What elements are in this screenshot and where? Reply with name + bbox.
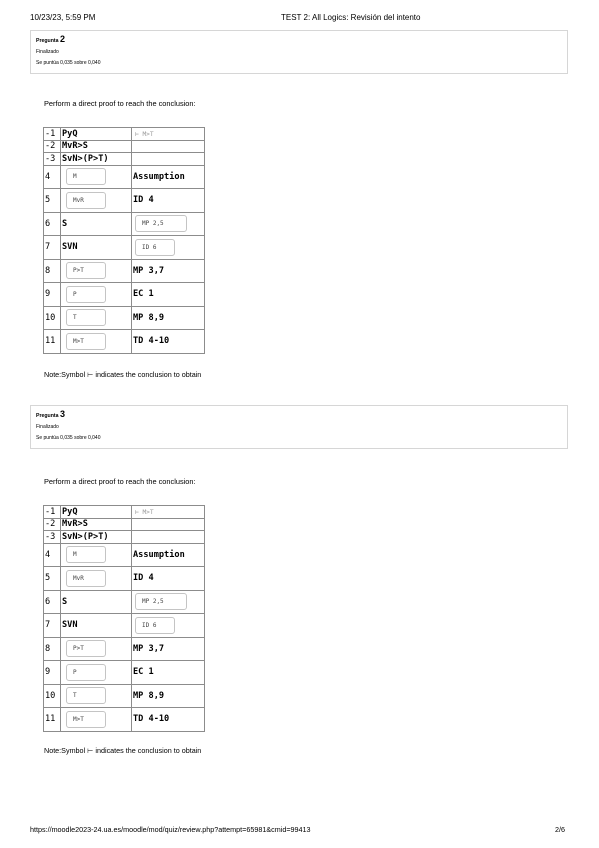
- justification-input[interactable]: ID 6: [135, 239, 175, 256]
- formula-cell: [61, 189, 132, 213]
- formula-input[interactable]: P>T: [66, 640, 106, 657]
- print-datetime: 10/23/23, 5:59 PM: [30, 13, 96, 22]
- formula-input[interactable]: P: [66, 664, 106, 681]
- line-number: 11: [44, 708, 61, 732]
- justification-text: Assumption: [133, 549, 185, 560]
- proof-row-premise: [44, 140, 205, 153]
- question-label: Pregunta 3: [36, 409, 65, 419]
- justification-cell: [132, 236, 205, 260]
- proof-row-step: [44, 661, 205, 685]
- question-grade: Se puntúa 0,035 sobre 0,040: [36, 60, 101, 66]
- justification-cell: [132, 140, 205, 153]
- justification-input[interactable]: MP 2,5: [135, 215, 187, 232]
- line-number: -1: [44, 128, 61, 141]
- formula-cell: [61, 708, 132, 732]
- question-number: 3: [59, 409, 65, 419]
- question-prompt: Perform a direct proof to reach the conclusion:: [44, 477, 196, 486]
- formula-cell: [61, 684, 132, 708]
- premise-formula: PyQ: [61, 506, 132, 519]
- justification-text: ID 4: [133, 573, 154, 584]
- justification-input[interactable]: ID 6: [135, 617, 175, 634]
- proof-row-step: [44, 283, 205, 307]
- line-number: -2: [44, 140, 61, 153]
- proof-row-step: [44, 306, 205, 330]
- justification-text: Assumption: [133, 171, 185, 182]
- justification-cell: [132, 684, 205, 708]
- line-number: 7: [44, 614, 61, 638]
- proof-row-premise: [44, 153, 205, 166]
- line-number: -3: [44, 153, 61, 166]
- formula-text: SVN: [62, 620, 78, 631]
- justification-text: TD 4-10: [133, 714, 170, 725]
- justification-cell: [132, 330, 205, 354]
- proof-row-step: [44, 259, 205, 283]
- line-number: 4: [44, 165, 61, 189]
- conclusion-target: ⊢ M>T: [135, 508, 154, 516]
- justification-text: ID 4: [133, 195, 154, 206]
- proof-row-premise: [44, 518, 205, 531]
- justification-cell: [132, 661, 205, 685]
- line-number: 10: [44, 306, 61, 330]
- justification-cell: [132, 306, 205, 330]
- proof-row-step: [44, 543, 205, 567]
- formula-cell: [61, 283, 132, 307]
- formula-text: SVN: [62, 242, 78, 253]
- justification-text: TD 4-10: [133, 336, 170, 347]
- line-number: -1: [44, 506, 61, 519]
- proof-row-step: [44, 236, 205, 260]
- proof-row-premise: [44, 506, 205, 519]
- premise-formula: MvR>S: [61, 518, 132, 531]
- justification-text: MP 8,9: [133, 312, 165, 323]
- proof-row-step: [44, 212, 205, 236]
- justification-cell: [132, 543, 205, 567]
- justification-cell: [132, 637, 205, 661]
- line-number: 8: [44, 637, 61, 661]
- proof-row-step: [44, 708, 205, 732]
- question-info-box: [30, 405, 568, 449]
- proof-row-step: [44, 590, 205, 614]
- justification-cell: [132, 212, 205, 236]
- justification-input[interactable]: MP 2,5: [135, 593, 187, 610]
- proof-row-step: [44, 330, 205, 354]
- justification-text: MP 3,7: [133, 643, 165, 654]
- formula-input[interactable]: MvR: [66, 570, 106, 587]
- conclusion-note: Note:Symbol ⊢ indicates the conclusion to obtain: [44, 746, 202, 755]
- premise-formula: MvR>S: [61, 140, 132, 153]
- formula-input[interactable]: M>T: [66, 711, 106, 728]
- formula-cell: [61, 590, 132, 614]
- justification-cell: [132, 531, 205, 544]
- justification-cell: [132, 259, 205, 283]
- justification-cell: [132, 283, 205, 307]
- line-number: 6: [44, 590, 61, 614]
- formula-cell: [61, 306, 132, 330]
- formula-cell: [61, 614, 132, 638]
- formula-input[interactable]: MvR: [66, 192, 106, 209]
- formula-cell: [61, 661, 132, 685]
- line-number: -3: [44, 531, 61, 544]
- justification-cell: [132, 128, 205, 141]
- formula-cell: [61, 567, 132, 591]
- premise-formula: SvN>(P>T): [61, 153, 132, 166]
- formula-input[interactable]: T: [66, 687, 106, 704]
- formula-text: S: [62, 218, 68, 229]
- print-footer: [30, 825, 569, 837]
- justification-cell: [132, 518, 205, 531]
- premise-formula: SvN>(P>T): [61, 531, 132, 544]
- formula-cell: [61, 236, 132, 260]
- proof-row-step: [44, 614, 205, 638]
- proof-table: [43, 127, 205, 354]
- justification-cell: [132, 590, 205, 614]
- line-number: 7: [44, 236, 61, 260]
- justification-text: EC 1: [133, 667, 154, 678]
- justification-text: EC 1: [133, 289, 154, 300]
- proof-row-step: [44, 165, 205, 189]
- justification-cell: [132, 567, 205, 591]
- line-number: -2: [44, 518, 61, 531]
- question-state: Finalizado: [36, 424, 59, 430]
- line-number: 9: [44, 283, 61, 307]
- formula-cell: [61, 259, 132, 283]
- formula-text: S: [62, 596, 68, 607]
- justification-text: MP 8,9: [133, 690, 165, 701]
- formula-input[interactable]: M>T: [66, 333, 106, 350]
- line-number: 5: [44, 189, 61, 213]
- question-number: 2: [59, 34, 65, 44]
- page-url: https://moodle2023-24.ua.es/moodle/mod/quiz/review.php?attempt=65981&cmid=99413: [30, 825, 311, 834]
- line-number: 10: [44, 684, 61, 708]
- line-number: 5: [44, 567, 61, 591]
- justification-cell: [132, 189, 205, 213]
- justification-cell: [132, 153, 205, 166]
- question-prompt: Perform a direct proof to reach the conclusion:: [44, 99, 196, 108]
- justification-cell: [132, 708, 205, 732]
- formula-cell: [61, 165, 132, 189]
- proof-table: [43, 505, 205, 732]
- line-number: 11: [44, 330, 61, 354]
- justification-cell: [132, 506, 205, 519]
- question-state: Finalizado: [36, 49, 59, 55]
- conclusion-note: Note:Symbol ⊢ indicates the conclusion to obtain: [44, 370, 202, 379]
- conclusion-target: ⊢ M>T: [135, 130, 154, 138]
- formula-cell: [61, 637, 132, 661]
- page-number: 2/6: [555, 825, 565, 834]
- proof-row-step: [44, 684, 205, 708]
- print-title: TEST 2: All Logics: Revisión del intento: [281, 13, 421, 22]
- justification-cell: [132, 614, 205, 638]
- proof-row-premise: [44, 128, 205, 141]
- formula-cell: [61, 543, 132, 567]
- formula-cell: [61, 330, 132, 354]
- line-number: 8: [44, 259, 61, 283]
- question-info-box: [30, 30, 568, 74]
- proof-row-step: [44, 189, 205, 213]
- formula-input[interactable]: P: [66, 286, 106, 303]
- formula-input[interactable]: T: [66, 309, 106, 326]
- line-number: 6: [44, 212, 61, 236]
- line-number: 9: [44, 661, 61, 685]
- question-grade: Se puntúa 0,035 sobre 0,040: [36, 435, 101, 441]
- justification-text: MP 3,7: [133, 265, 165, 276]
- line-number: 4: [44, 543, 61, 567]
- print-header: [30, 13, 569, 25]
- premise-formula: PyQ: [61, 128, 132, 141]
- formula-input[interactable]: M: [66, 546, 106, 563]
- proof-row-step: [44, 637, 205, 661]
- proof-row-step: [44, 567, 205, 591]
- formula-input[interactable]: M: [66, 168, 106, 185]
- proof-row-premise: [44, 531, 205, 544]
- question-label: Pregunta 2: [36, 34, 65, 44]
- formula-cell: [61, 212, 132, 236]
- justification-cell: [132, 165, 205, 189]
- formula-input[interactable]: P>T: [66, 262, 106, 279]
